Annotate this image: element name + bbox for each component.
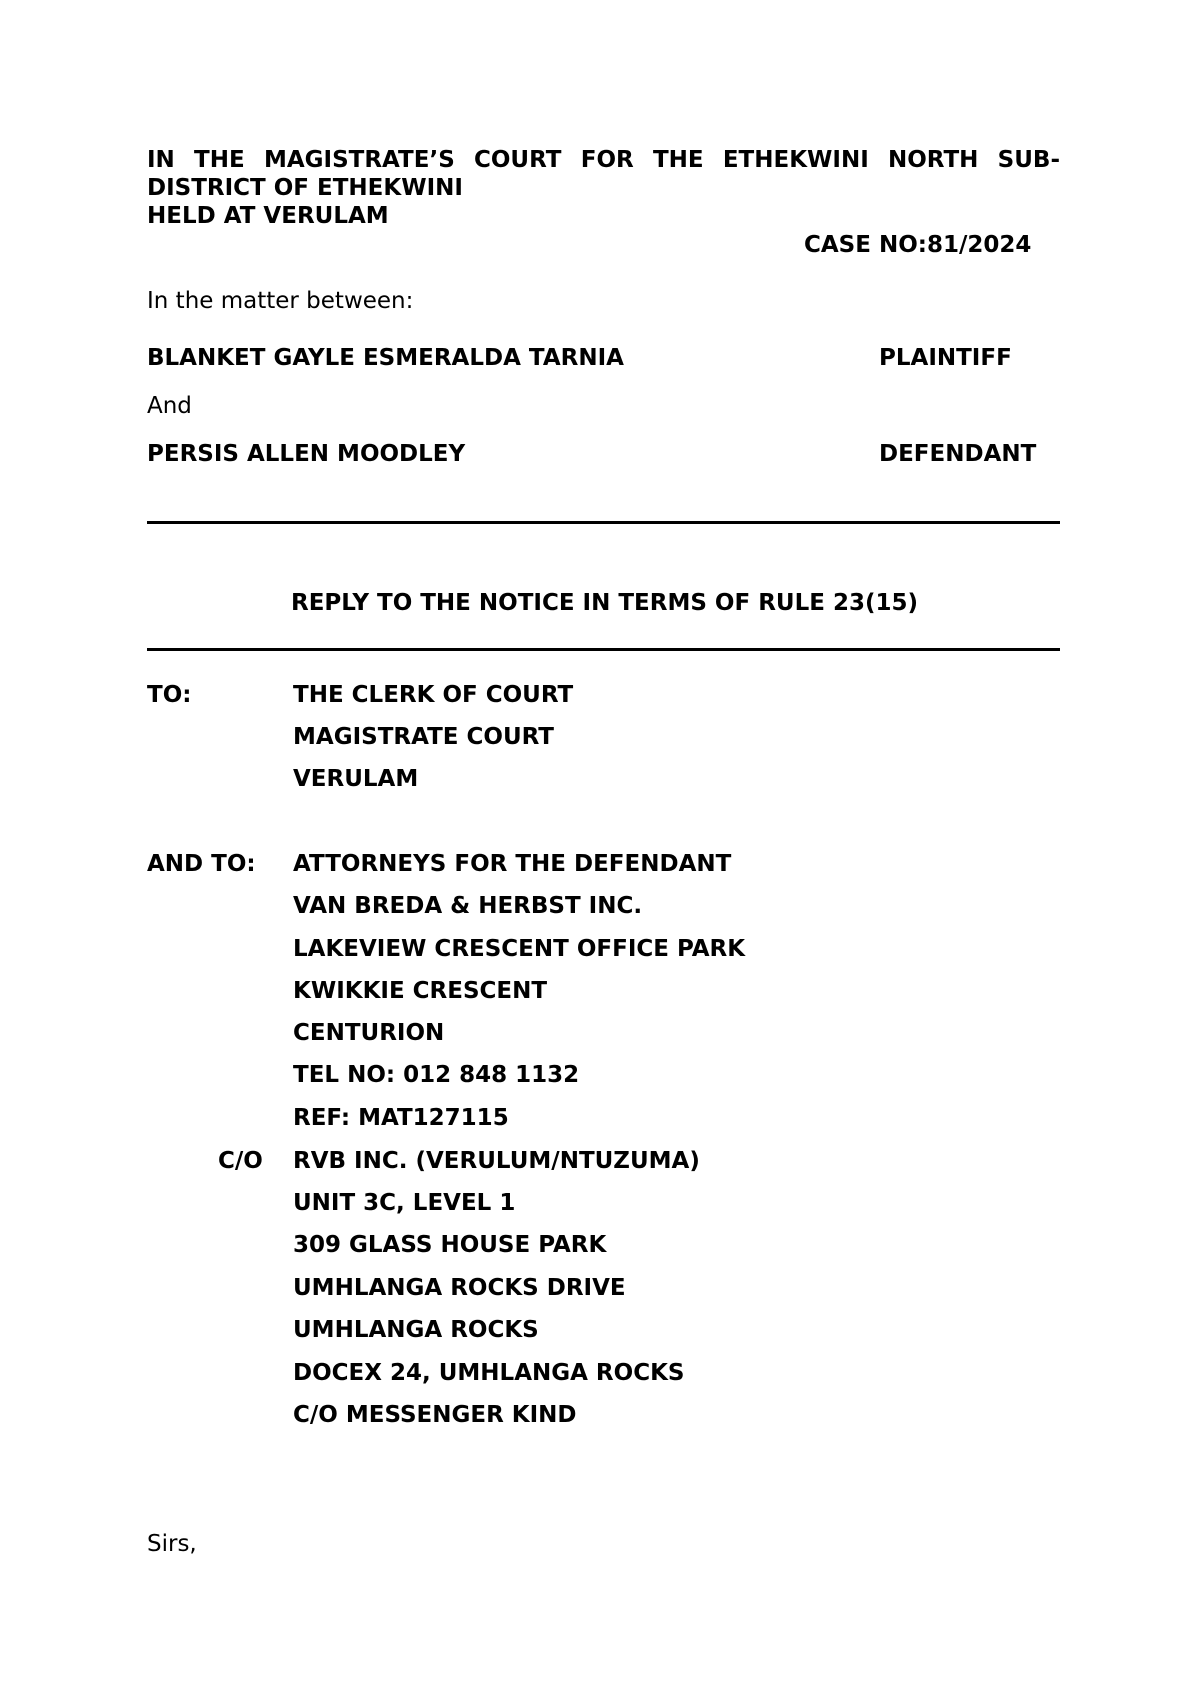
care-of-line: C/O MESSENGER KIND — [293, 1402, 577, 1428]
case-number: CASE NO:81/2024 — [804, 232, 1032, 258]
party-conjunction: And — [147, 393, 192, 419]
and-to-line: TEL NO: 012 848 1132 — [293, 1062, 580, 1088]
court-heading-line-1: IN THE MAGISTRATE’S COURT FOR THE ETHEKWINI NORTH SUB- — [147, 147, 1060, 173]
plaintiff-name: BLANKET GAYLE ESMERALDA TARNIA — [147, 345, 624, 371]
court-heading — [147, 146, 1060, 230]
to-label: TO: — [147, 682, 192, 708]
salutation: Sirs, — [147, 1531, 197, 1557]
care-of-line: RVB INC. (VERULUM/NTUZUMA) — [293, 1148, 700, 1174]
to-line: VERULAM — [293, 766, 419, 792]
and-to-line: CENTURION — [293, 1020, 445, 1046]
bottom-divider — [147, 648, 1060, 651]
and-to-line: VAN BREDA & HERBST INC. — [293, 893, 643, 919]
plaintiff-role: PLAINTIFF — [879, 345, 1012, 371]
and-to-line: ATTORNEYS FOR THE DEFENDANT — [293, 851, 732, 877]
matter-intro: In the matter between: — [147, 288, 414, 314]
and-to-line: KWIKKIE CRESCENT — [293, 978, 548, 1004]
and-to-line: REF: MAT127115 — [293, 1105, 509, 1131]
care-of-label: C/O — [218, 1148, 263, 1174]
care-of-line: 309 GLASS HOUSE PARK — [293, 1232, 607, 1258]
court-heading-line-3: HELD AT VERULAM — [147, 203, 389, 229]
care-of-line: UMHLANGA ROCKS — [293, 1317, 539, 1343]
care-of-line: UMHLANGA ROCKS DRIVE — [293, 1275, 626, 1301]
document-title: REPLY TO THE NOTICE IN TERMS OF RULE 23(15) — [290, 590, 919, 616]
care-of-line: DOCEX 24, UMHLANGA ROCKS — [293, 1360, 685, 1386]
and-to-label: AND TO: — [147, 851, 256, 877]
court-heading-line-2: DISTRICT OF ETHEKWINI — [147, 175, 463, 201]
top-divider — [147, 521, 1060, 524]
and-to-line: LAKEVIEW CRESCENT OFFICE PARK — [293, 936, 746, 962]
defendant-name: PERSIS ALLEN MOODLEY — [147, 441, 466, 467]
defendant-role: DEFENDANT — [879, 441, 1037, 467]
to-line: THE CLERK OF COURT — [293, 682, 574, 708]
to-line: MAGISTRATE COURT — [293, 724, 554, 750]
care-of-line: UNIT 3C, LEVEL 1 — [293, 1190, 516, 1216]
